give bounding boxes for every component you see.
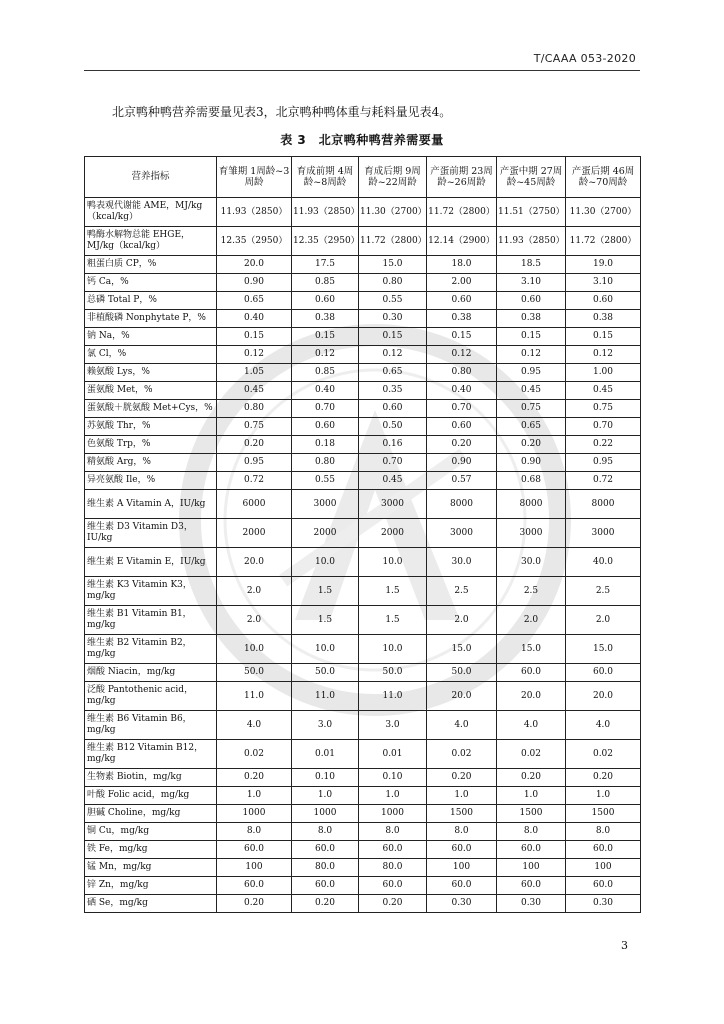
value-cell: 0.60 [292, 292, 359, 310]
table-row [85, 635, 641, 664]
value-cell: 1.0 [566, 787, 641, 805]
value-cell: 0.20 [497, 436, 566, 454]
value-cell: 0.16 [359, 436, 427, 454]
value-cell: 11.72（2800） [359, 227, 427, 256]
value-cell: 0.57 [427, 472, 497, 490]
nutrient-name-cell: 锰 Mn，mg/kg [85, 859, 217, 877]
value-cell: 0.12 [427, 346, 497, 364]
value-cell: 40.0 [566, 548, 641, 577]
value-cell: 4.0 [217, 711, 292, 740]
value-cell: 10.0 [292, 635, 359, 664]
nutrient-name-cell: 维生素 A Vitamin A，IU/kg [85, 490, 217, 519]
value-cell: 0.15 [359, 328, 427, 346]
value-cell: 3.0 [359, 711, 427, 740]
column-header-stage: 育成前期 4周龄~8周龄 [292, 157, 359, 198]
value-cell: 0.95 [566, 454, 641, 472]
table-row [85, 805, 641, 823]
value-cell: 0.12 [566, 346, 641, 364]
value-cell: 8.0 [497, 823, 566, 841]
value-cell: 11.93（2850） [217, 198, 292, 227]
value-cell: 0.72 [566, 472, 641, 490]
table-row [85, 436, 641, 454]
value-cell: 0.30 [497, 895, 566, 913]
value-cell: 0.50 [359, 418, 427, 436]
value-cell: 0.75 [566, 400, 641, 418]
value-cell: 2.0 [217, 606, 292, 635]
value-cell: 0.20 [427, 769, 497, 787]
value-cell: 2.00 [427, 274, 497, 292]
value-cell: 2.0 [427, 606, 497, 635]
value-cell: 0.90 [427, 454, 497, 472]
nutrient-name-cell: 蛋氨酸＋胱氨酸 Met+Cys，% [85, 400, 217, 418]
value-cell: 1.0 [217, 787, 292, 805]
value-cell: 1500 [497, 805, 566, 823]
value-cell: 3000 [359, 490, 427, 519]
value-cell: 0.60 [566, 292, 641, 310]
value-cell: 0.20 [497, 769, 566, 787]
value-cell: 0.35 [359, 382, 427, 400]
value-cell: 20.0 [566, 682, 641, 711]
nutrient-name-cell: 维生素 D3 Vitamin D3，IU/kg [85, 519, 217, 548]
value-cell: 100 [497, 859, 566, 877]
value-cell: 20.0 [497, 682, 566, 711]
value-cell: 0.15 [292, 328, 359, 346]
table-row [85, 841, 641, 859]
table-row [85, 274, 641, 292]
value-cell: 4.0 [497, 711, 566, 740]
value-cell: 18.0 [427, 256, 497, 274]
value-cell: 0.40 [292, 382, 359, 400]
value-cell: 0.30 [566, 895, 641, 913]
value-cell: 1000 [359, 805, 427, 823]
value-cell: 11.0 [359, 682, 427, 711]
value-cell: 4.0 [566, 711, 641, 740]
value-cell: 0.38 [566, 310, 641, 328]
value-cell: 0.60 [497, 292, 566, 310]
nutrient-name-cell: 鸭酶水解物总能 EHGE，MJ/kg（kcal/kg） [85, 227, 217, 256]
nutrient-name-cell: 铁 Fe，mg/kg [85, 841, 217, 859]
value-cell: 0.45 [217, 382, 292, 400]
value-cell: 3.10 [566, 274, 641, 292]
value-cell: 30.0 [427, 548, 497, 577]
nutrient-name-cell: 硒 Se，mg/kg [85, 895, 217, 913]
nutrient-name-cell: 精氨酸 Arg，% [85, 454, 217, 472]
value-cell: 15.0 [497, 635, 566, 664]
page-number: 3 [621, 939, 628, 952]
value-cell: 8.0 [292, 823, 359, 841]
column-header-indicator: 营养指标 [85, 157, 217, 198]
nutrient-name-cell: 苏氨酸 Thr，% [85, 418, 217, 436]
value-cell: 0.60 [427, 418, 497, 436]
value-cell: 0.75 [497, 400, 566, 418]
value-cell: 0.65 [217, 292, 292, 310]
value-cell: 17.5 [292, 256, 359, 274]
value-cell: 60.0 [292, 841, 359, 859]
value-cell: 60.0 [427, 841, 497, 859]
value-cell: 2.0 [497, 606, 566, 635]
value-cell: 60.0 [566, 841, 641, 859]
standard-code: T/CAAA 053-2020 [533, 52, 636, 65]
nutrient-name-cell: 鸭表观代谢能 AME，MJ/kg（kcal/kg） [85, 198, 217, 227]
value-cell: 20.0 [427, 682, 497, 711]
nutrient-name-cell: 烟酸 Niacin，mg/kg [85, 664, 217, 682]
nutrient-name-cell: 锌 Zn，mg/kg [85, 877, 217, 895]
column-header-stage: 育成后期 9周龄~22周龄 [359, 157, 427, 198]
intro-paragraph: 北京鸭种鸭营养需要量见表3，北京鸭种鸭体重与耗料量见表4。 [112, 105, 452, 119]
value-cell: 10.0 [359, 548, 427, 577]
table-row [85, 364, 641, 382]
value-cell: 3.10 [497, 274, 566, 292]
value-cell: 18.5 [497, 256, 566, 274]
value-cell: 11.72（2800） [566, 227, 641, 256]
value-cell: 0.22 [566, 436, 641, 454]
nutrient-name-cell: 蛋氨酸 Met，% [85, 382, 217, 400]
value-cell: 0.10 [292, 769, 359, 787]
nutrient-name-cell: 维生素 B1 Vitamin B1，mg/kg [85, 606, 217, 635]
value-cell: 0.60 [359, 400, 427, 418]
nutrient-name-cell: 胆碱 Choline，mg/kg [85, 805, 217, 823]
value-cell: 0.68 [497, 472, 566, 490]
value-cell: 60.0 [217, 877, 292, 895]
value-cell: 0.70 [427, 400, 497, 418]
value-cell: 0.01 [359, 740, 427, 769]
value-cell: 0.12 [359, 346, 427, 364]
value-cell: 0.20 [427, 436, 497, 454]
table-row [85, 472, 641, 490]
value-cell: 8000 [427, 490, 497, 519]
value-cell: 0.20 [217, 436, 292, 454]
value-cell: 0.01 [292, 740, 359, 769]
value-cell: 0.15 [217, 328, 292, 346]
value-cell: 11.72（2800） [427, 198, 497, 227]
value-cell: 0.70 [359, 454, 427, 472]
value-cell: 2.5 [566, 577, 641, 606]
value-cell: 50.0 [292, 664, 359, 682]
value-cell: 0.75 [217, 418, 292, 436]
value-cell: 1.5 [359, 577, 427, 606]
value-cell: 8000 [497, 490, 566, 519]
value-cell: 0.02 [217, 740, 292, 769]
value-cell: 19.0 [566, 256, 641, 274]
header-rule [84, 70, 640, 71]
value-cell: 0.38 [427, 310, 497, 328]
value-cell: 0.55 [292, 472, 359, 490]
nutrient-name-cell: 泛酸 Pantothenic acid，mg/kg [85, 682, 217, 711]
nutrient-name-cell: 叶酸 Folic acid，mg/kg [85, 787, 217, 805]
nutrient-name-cell: 维生素 B2 Vitamin B2，mg/kg [85, 635, 217, 664]
nutrient-name-cell: 维生素 K3 Vitamin K3，mg/kg [85, 577, 217, 606]
value-cell: 8000 [566, 490, 641, 519]
value-cell: 0.80 [427, 364, 497, 382]
nutrient-name-cell: 钠 Na，% [85, 328, 217, 346]
value-cell: 1.0 [292, 787, 359, 805]
value-cell: 1.00 [566, 364, 641, 382]
table-row [85, 577, 641, 606]
value-cell: 0.45 [359, 472, 427, 490]
value-cell: 12.14（2900） [427, 227, 497, 256]
value-cell: 60.0 [566, 664, 641, 682]
value-cell: 0.30 [359, 310, 427, 328]
value-cell: 12.35（2950） [217, 227, 292, 256]
value-cell: 0.95 [217, 454, 292, 472]
table-row [85, 823, 641, 841]
table-row [85, 769, 641, 787]
value-cell: 1.05 [217, 364, 292, 382]
value-cell: 60.0 [497, 877, 566, 895]
table-row [85, 740, 641, 769]
value-cell: 0.15 [497, 328, 566, 346]
table-row [85, 400, 641, 418]
value-cell: 60.0 [359, 841, 427, 859]
nutrient-name-cell: 总磷 Total P，% [85, 292, 217, 310]
value-cell: 11.30（2700） [566, 198, 641, 227]
value-cell: 20.0 [217, 548, 292, 577]
value-cell: 20.0 [217, 256, 292, 274]
value-cell: 11.30（2700） [359, 198, 427, 227]
value-cell: 2.5 [497, 577, 566, 606]
column-header-stage: 产蛋前期 23周龄~26周龄 [427, 157, 497, 198]
value-cell: 1.5 [359, 606, 427, 635]
value-cell: 50.0 [427, 664, 497, 682]
value-cell: 0.02 [427, 740, 497, 769]
value-cell: 30.0 [497, 548, 566, 577]
value-cell: 60.0 [497, 664, 566, 682]
table-row [85, 292, 641, 310]
value-cell: 0.40 [427, 382, 497, 400]
value-cell: 0.02 [566, 740, 641, 769]
value-cell: 3000 [497, 519, 566, 548]
value-cell: 4.0 [427, 711, 497, 740]
value-cell: 2000 [292, 519, 359, 548]
value-cell: 0.15 [566, 328, 641, 346]
table-row [85, 548, 641, 577]
table-row [85, 682, 641, 711]
value-cell: 0.10 [359, 769, 427, 787]
nutrient-name-cell: 铜 Cu，mg/kg [85, 823, 217, 841]
value-cell: 1.0 [497, 787, 566, 805]
table-row [85, 198, 641, 227]
value-cell: 2.0 [217, 577, 292, 606]
value-cell: 0.20 [292, 895, 359, 913]
value-cell: 11.0 [292, 682, 359, 711]
value-cell: 1.0 [359, 787, 427, 805]
table-row [85, 711, 641, 740]
value-cell: 8.0 [427, 823, 497, 841]
value-cell: 0.60 [427, 292, 497, 310]
value-cell: 10.0 [217, 635, 292, 664]
value-cell: 0.70 [566, 418, 641, 436]
value-cell: 8.0 [566, 823, 641, 841]
nutrient-name-cell: 氯 Cl，% [85, 346, 217, 364]
value-cell: 8.0 [359, 823, 427, 841]
value-cell: 15.0 [359, 256, 427, 274]
value-cell: 15.0 [427, 635, 497, 664]
nutrient-name-cell: 钙 Ca，% [85, 274, 217, 292]
column-header-stage: 产蛋后期 46周龄~70周龄 [566, 157, 641, 198]
table-row [85, 859, 641, 877]
table-row [85, 877, 641, 895]
value-cell: 60.0 [497, 841, 566, 859]
value-cell: 3000 [566, 519, 641, 548]
value-cell: 0.12 [217, 346, 292, 364]
value-cell: 100 [217, 859, 292, 877]
table-title: 表 3 北京鸭种鸭营养需要量 [280, 133, 444, 147]
column-header-stage: 产蛋中期 27周龄~45周龄 [497, 157, 566, 198]
table-row [85, 664, 641, 682]
value-cell: 0.40 [217, 310, 292, 328]
nutrient-name-cell: 赖氨酸 Lys，% [85, 364, 217, 382]
value-cell: 6000 [217, 490, 292, 519]
value-cell: 0.45 [497, 382, 566, 400]
nutrient-requirement-table [84, 156, 641, 913]
value-cell: 0.85 [292, 274, 359, 292]
value-cell: 0.80 [359, 274, 427, 292]
table-row [85, 227, 641, 256]
value-cell: 0.38 [292, 310, 359, 328]
table-row [85, 895, 641, 913]
table-body [85, 198, 641, 913]
table-row [85, 454, 641, 472]
table-row [85, 519, 641, 548]
nutrient-name-cell: 维生素 B6 Vitamin B6，mg/kg [85, 711, 217, 740]
value-cell: 0.95 [497, 364, 566, 382]
value-cell: 0.12 [497, 346, 566, 364]
value-cell: 0.72 [217, 472, 292, 490]
value-cell: 2000 [359, 519, 427, 548]
value-cell: 1000 [217, 805, 292, 823]
table-row [85, 787, 641, 805]
value-cell: 3000 [292, 490, 359, 519]
value-cell: 11.51（2750） [497, 198, 566, 227]
value-cell: 100 [566, 859, 641, 877]
table-row [85, 382, 641, 400]
value-cell: 0.20 [359, 895, 427, 913]
table-row [85, 606, 641, 635]
value-cell: 80.0 [292, 859, 359, 877]
value-cell: 0.02 [497, 740, 566, 769]
value-cell: 0.70 [292, 400, 359, 418]
value-cell: 50.0 [217, 664, 292, 682]
nutrient-name-cell: 非植酸磷 Nonphytate P，% [85, 310, 217, 328]
value-cell: 0.30 [427, 895, 497, 913]
value-cell: 0.65 [359, 364, 427, 382]
value-cell: 60.0 [566, 877, 641, 895]
value-cell: 0.20 [217, 895, 292, 913]
value-cell: 3.0 [292, 711, 359, 740]
value-cell: 1500 [427, 805, 497, 823]
column-header-stage: 育雏期 1周龄~3周龄 [217, 157, 292, 198]
value-cell: 0.15 [427, 328, 497, 346]
value-cell: 11.93（2850） [292, 198, 359, 227]
value-cell: 1.0 [427, 787, 497, 805]
value-cell: 11.93（2850） [497, 227, 566, 256]
value-cell: 15.0 [566, 635, 641, 664]
value-cell: 50.0 [359, 664, 427, 682]
value-cell: 100 [427, 859, 497, 877]
nutrient-name-cell: 维生素 B12 Vitamin B12，mg/kg [85, 740, 217, 769]
value-cell: 0.38 [497, 310, 566, 328]
nutrient-name-cell: 维生素 E Vitamin E，IU/kg [85, 548, 217, 577]
value-cell: 0.85 [292, 364, 359, 382]
table-row [85, 346, 641, 364]
value-cell: 0.80 [217, 400, 292, 418]
nutrient-name-cell: 异亮氨酸 Ile，% [85, 472, 217, 490]
nutrient-name-cell: 色氨酸 Trp，% [85, 436, 217, 454]
value-cell: 0.45 [566, 382, 641, 400]
value-cell: 1500 [566, 805, 641, 823]
value-cell: 10.0 [359, 635, 427, 664]
nutrient-name-cell: 粗蛋白质 CP，% [85, 256, 217, 274]
value-cell: 0.20 [566, 769, 641, 787]
value-cell: 0.90 [217, 274, 292, 292]
value-cell: 0.60 [292, 418, 359, 436]
table-row [85, 310, 641, 328]
value-cell: 0.20 [217, 769, 292, 787]
value-cell: 0.90 [497, 454, 566, 472]
value-cell: 1.5 [292, 606, 359, 635]
table-row [85, 328, 641, 346]
value-cell: 1.5 [292, 577, 359, 606]
value-cell: 3000 [427, 519, 497, 548]
value-cell: 0.65 [497, 418, 566, 436]
table-row [85, 490, 641, 519]
table-row [85, 418, 641, 436]
value-cell: 0.55 [359, 292, 427, 310]
value-cell: 2.5 [427, 577, 497, 606]
value-cell: 2000 [217, 519, 292, 548]
value-cell: 60.0 [427, 877, 497, 895]
value-cell: 60.0 [217, 841, 292, 859]
value-cell: 0.80 [292, 454, 359, 472]
value-cell: 0.18 [292, 436, 359, 454]
value-cell: 11.0 [217, 682, 292, 711]
value-cell: 8.0 [217, 823, 292, 841]
value-cell: 60.0 [292, 877, 359, 895]
table-row [85, 256, 641, 274]
value-cell: 60.0 [359, 877, 427, 895]
value-cell: 10.0 [292, 548, 359, 577]
value-cell: 1000 [292, 805, 359, 823]
table-header-row [85, 157, 641, 198]
value-cell: 0.12 [292, 346, 359, 364]
value-cell: 80.0 [359, 859, 427, 877]
value-cell: 12.35（2950） [292, 227, 359, 256]
nutrient-name-cell: 生物素 Biotin，mg/kg [85, 769, 217, 787]
value-cell: 2.0 [566, 606, 641, 635]
